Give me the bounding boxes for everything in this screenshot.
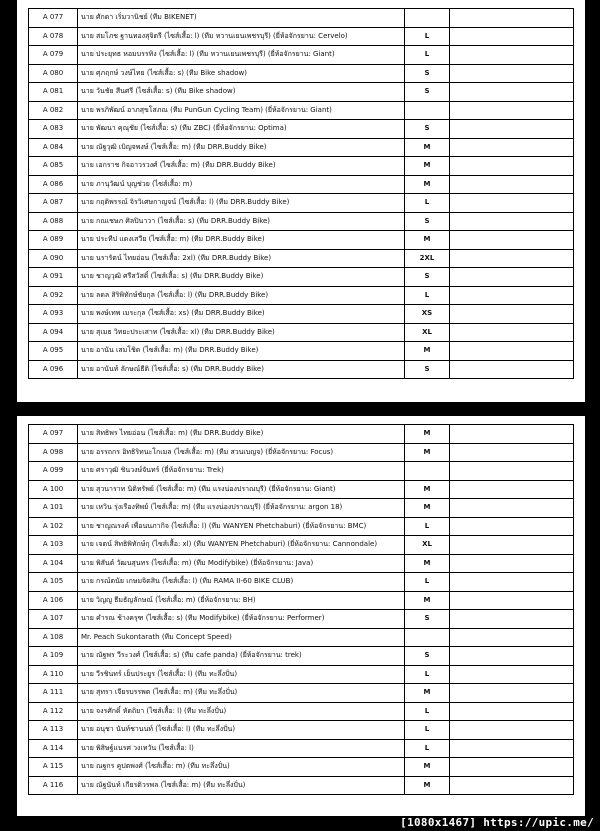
table-row: [29, 610, 574, 629]
table-row: [29, 702, 574, 721]
entry-number-cell: A 110: [29, 665, 78, 684]
entry-number-cell: A 079: [29, 46, 78, 65]
table-row: [29, 573, 574, 592]
table-row: [29, 776, 574, 795]
blank-cell: [450, 64, 574, 83]
table-row: [29, 665, 574, 684]
entry-number-cell: A 104: [29, 554, 78, 573]
shirt-size-cell: S: [405, 64, 450, 83]
table-row: [29, 499, 574, 518]
participant-name-cell: นาย กณเชษภ ศิลปินาวา (ไซส์เสื้อ: s) (ทีม DRR.Buddy Bike): [78, 212, 405, 231]
participant-name-cell: นาย พิสันต์ วัฒนสุนทร (ไซส์เสื้อ: m) (ทีม Modifybike) (ยี่ห้อจักรยาน: Java): [78, 554, 405, 573]
blank-cell: [450, 231, 574, 250]
blank-cell: [450, 46, 574, 65]
document-page-1: [17, 0, 585, 402]
entry-number-cell: A 106: [29, 591, 78, 610]
table-row: [29, 323, 574, 342]
participant-name-cell: นาย ชาญณรงค์ เพื่อนนภากิจ (ไซส์เสื้อ: l) (ทีม WANYEN Phetchaburi) (ยี่ห้อจักรยาน: BMC): [78, 517, 405, 536]
shirt-size-cell: M: [405, 425, 450, 444]
participant-name-cell: นาย ณัฐนันท์ เกียรติวรพล (ไซส์เสื้อ: m) (ทีม ทะลึ่งปั่น): [78, 776, 405, 795]
entry-number-cell: A 102: [29, 517, 78, 536]
entry-number-cell: A 108: [29, 628, 78, 647]
table-row: [29, 157, 574, 176]
shirt-size-cell: L: [405, 665, 450, 684]
participant-name-cell: นาย สมโภช ฐานทองสุจิตรี (ไซส์เสื้อ: l) (ทีม หวานเยนเพชรบุรี) (ยี่ห้อจักรยาน: Cervelo): [78, 27, 405, 46]
participant-name-cell: นาย ณฐกร คูปตพงศ์ (ไซส์เสื้อ: m) (ทีม ทะลึ่งปั่น): [78, 758, 405, 777]
participant-name-cell: นาย ศุภฤกษ์ วงษ์ไทย (ไซส์เสื้อ: s) (ทีม Bike shadow): [78, 64, 405, 83]
shirt-size-cell: M: [405, 138, 450, 157]
participant-name-cell: นาย ณัฐพร วีระวงศ์ (ไซส์เสื้อ: s) (ทีม cafe panda) (ยี่ห้อจักรยาน: trek): [78, 647, 405, 666]
blank-cell: [450, 101, 574, 120]
shirt-size-cell: M: [405, 480, 450, 499]
blank-cell: [450, 323, 574, 342]
roster-table-body: [29, 9, 574, 379]
shirt-size-cell: L: [405, 702, 450, 721]
blank-cell: [450, 175, 574, 194]
participant-name-cell: นาย ประยุทธ หอมบรรทิง (ไซส์เสื้อ: l) (ทีม หวานเยนเพชรบุรี) (ยี่ห้อจักรยาน: Giant): [78, 46, 405, 65]
shirt-size-cell: M: [405, 443, 450, 462]
table-row: [29, 739, 574, 758]
blank-cell: [450, 9, 574, 28]
blank-cell: [450, 702, 574, 721]
blank-cell: [450, 425, 574, 444]
shirt-size-cell: M: [405, 499, 450, 518]
blank-cell: [450, 360, 574, 379]
shirt-size-cell: S: [405, 120, 450, 139]
entry-number-cell: A 093: [29, 305, 78, 324]
entry-number-cell: A 112: [29, 702, 78, 721]
entry-number-cell: A 113: [29, 721, 78, 740]
entry-number-cell: A 109: [29, 647, 78, 666]
entry-number-cell: A 087: [29, 194, 78, 213]
blank-cell: [450, 480, 574, 499]
blank-cell: [450, 517, 574, 536]
participant-name-cell: นาย พรภิพัฒน์ อาภสุขโสภณ (ทีม PunGun Cycling Team) (ยี่ห้อจักรยาน: Giant): [78, 101, 405, 120]
entry-number-cell: A 091: [29, 268, 78, 287]
shirt-size-cell: S: [405, 647, 450, 666]
table-row: [29, 554, 574, 573]
table-row: [29, 194, 574, 213]
shirt-size-cell: XL: [405, 323, 450, 342]
participant-name-cell: นาย ชาญวุฒิ ศรีสวัสดิ์ (ไซส์เสื้อ: s) (ทีม DRR.Buddy Bike): [78, 268, 405, 287]
table-row: [29, 462, 574, 481]
shirt-size-cell: M: [405, 591, 450, 610]
blank-cell: [450, 499, 574, 518]
entry-number-cell: A 082: [29, 101, 78, 120]
roster-table-body: [29, 425, 574, 795]
entry-number-cell: A 094: [29, 323, 78, 342]
shirt-size-cell: S: [405, 610, 450, 629]
entry-number-cell: A 099: [29, 462, 78, 481]
table-row: [29, 721, 574, 740]
blank-cell: [450, 665, 574, 684]
entry-number-cell: A 101: [29, 499, 78, 518]
shirt-size-cell: S: [405, 268, 450, 287]
shirt-size-cell: 2XL: [405, 249, 450, 268]
table-row: [29, 628, 574, 647]
entry-number-cell: A 098: [29, 443, 78, 462]
shirt-size-cell: S: [405, 212, 450, 231]
shirt-size-cell: M: [405, 175, 450, 194]
shirt-size-cell: L: [405, 286, 450, 305]
blank-cell: [450, 120, 574, 139]
blank-cell: [450, 342, 574, 361]
entry-number-cell: A 100: [29, 480, 78, 499]
blank-cell: [450, 212, 574, 231]
shirt-size-cell: L: [405, 27, 450, 46]
participant-name-cell: นาย ลดล สิริพิทักษ์ชัยกุล (ไซส์เสื้อ: l) (ทีม DRR.Buddy Bike): [78, 286, 405, 305]
participant-name-cell: นาย สุเมธ วิทยะประเสาท (ไซส์เสื้อ: xl) (ทีม DRR.Buddy Bike): [78, 323, 405, 342]
blank-cell: [450, 27, 574, 46]
shirt-size-cell: L: [405, 573, 450, 592]
table-row: [29, 360, 574, 379]
participant-name-cell: นาย อนุชา นันท์ชานนท์ (ไซส์เสื้อ: l) (ทีม ทะลึ่งปั่น): [78, 721, 405, 740]
blank-cell: [450, 194, 574, 213]
entry-number-cell: A 086: [29, 175, 78, 194]
table-row: [29, 758, 574, 777]
blank-cell: [450, 647, 574, 666]
entry-number-cell: A 097: [29, 425, 78, 444]
entry-number-cell: A 088: [29, 212, 78, 231]
participant-name-cell: นาย วีรชินทร์ เย็นประยูร (ไซส์เสื้อ: l) (ทีม ทะลึ่งปั่น): [78, 665, 405, 684]
participant-name-cell: นาย พัฒนา คุณุชัย (ไซส์เสื้อ: s) (ทีม ZBC) (ยี่ห้อจักรยาน: Optima): [78, 120, 405, 139]
entry-number-cell: A 111: [29, 684, 78, 703]
entry-number-cell: A 092: [29, 286, 78, 305]
participant-name-cell: นาย ภานุวัฒน์ บุญช่วย (ไซส์เสื้อ: m): [78, 175, 405, 194]
table-row: [29, 249, 574, 268]
shirt-size-cell: L: [405, 739, 450, 758]
participant-name-cell: นาย วันชัย สีนศรี (ไซส์เสื้อ: s) (ทีม Bike shadow): [78, 83, 405, 102]
participant-name-cell: นาย กฤติพรรณ์ จิรวิเศษกาญจน์ (ไซส์เสื้อ: l) (ทีม DRR.Buddy Bike): [78, 194, 405, 213]
shirt-size-cell: M: [405, 554, 450, 573]
shirt-size-cell: [405, 462, 450, 481]
table-row: [29, 64, 574, 83]
blank-cell: [450, 610, 574, 629]
blank-cell: [450, 268, 574, 287]
table-row: [29, 120, 574, 139]
entry-number-cell: A 080: [29, 64, 78, 83]
table-row: [29, 480, 574, 499]
table-row: [29, 425, 574, 444]
participant-name-cell: นาย จงรศักดิ์ หัตถิยา (ไซส์เสื้อ: l) (ทีม ทะลึ่งปั่น): [78, 702, 405, 721]
blank-cell: [450, 249, 574, 268]
participant-name-cell: นาย อรรถกร อิทธิริทนะโกเมล (ไซส์เสื้อ: m) (ทีม สวนเบญจ) (ยี่ห้อจักรยาน: Focus): [78, 443, 405, 462]
blank-cell: [450, 684, 574, 703]
table-row: [29, 286, 574, 305]
shirt-size-cell: XS: [405, 305, 450, 324]
shirt-size-cell: L: [405, 517, 450, 536]
table-row: [29, 101, 574, 120]
shirt-size-cell: M: [405, 776, 450, 795]
participant-name-cell: นาย วิญญู ธีมธัญลักษณ์ (ไซส์เสื้อ: m) (ยี่ห้อจักรยาน: BH): [78, 591, 405, 610]
table-row: [29, 305, 574, 324]
entry-number-cell: A 089: [29, 231, 78, 250]
entry-number-cell: A 078: [29, 27, 78, 46]
table-row: [29, 268, 574, 287]
table-row: [29, 138, 574, 157]
entry-number-cell: A 115: [29, 758, 78, 777]
table-row: [29, 443, 574, 462]
table-row: [29, 83, 574, 102]
shirt-size-cell: [405, 9, 450, 28]
participant-name-cell: นาย พงษ์เทพ เมระกุล (ไซส์เสื้อ: xs) (ทีม DRR.Buddy Bike): [78, 305, 405, 324]
participant-name-cell: นาย เอกราช กิจอาวรวงศ์ (ไซส์เสื้อ: m) (ทีม DRR.Buddy Bike): [78, 157, 405, 176]
blank-cell: [450, 286, 574, 305]
shirt-size-cell: S: [405, 360, 450, 379]
watermark-text: [1080x1467] https://upic.me/: [400, 816, 594, 829]
entry-number-cell: A 081: [29, 83, 78, 102]
table-row: [29, 517, 574, 536]
shirt-size-cell: XL: [405, 536, 450, 555]
blank-cell: [450, 157, 574, 176]
roster-table: [28, 424, 574, 795]
participant-name-cell: นาย ศักดา เริ่มวานิชย์ (ทีม BIKENET): [78, 9, 405, 28]
entry-number-cell: A 083: [29, 120, 78, 139]
entry-number-cell: A 103: [29, 536, 78, 555]
table-row: [29, 175, 574, 194]
blank-cell: [450, 591, 574, 610]
entry-number-cell: A 077: [29, 9, 78, 28]
shirt-size-cell: [405, 101, 450, 120]
blank-cell: [450, 554, 574, 573]
entry-number-cell: A 116: [29, 776, 78, 795]
shirt-size-cell: S: [405, 83, 450, 102]
entry-number-cell: A 085: [29, 157, 78, 176]
blank-cell: [450, 305, 574, 324]
participant-name-cell: นาย อานัน เสมโชิด (ไซส์เสื้อ: m) (ทีม DRR.Buddy Bike): [78, 342, 405, 361]
participant-name-cell: นาย สิทธิพร ไทยอ่อน (ไซส์เสื้อ: m) (ทีม DRR.Buddy Bike): [78, 425, 405, 444]
blank-cell: [450, 573, 574, 592]
participant-name-cell: นาย คำรณ ช้างครุฑ (ไซส์เสื้อ: s) (ทีม Modifybike) (ยี่ห้อจักรยาน: Performer): [78, 610, 405, 629]
entry-number-cell: A 084: [29, 138, 78, 157]
participant-name-cell: นาย นรารัตน์ ไทยอ่อน (ไซส์เสื้อ: 2xl) (ทีม DRR.Buddy Bike): [78, 249, 405, 268]
roster-table: [28, 8, 574, 379]
blank-cell: [450, 776, 574, 795]
entry-number-cell: A 107: [29, 610, 78, 629]
shirt-size-cell: L: [405, 194, 450, 213]
shirt-size-cell: L: [405, 46, 450, 65]
shirt-size-cell: L: [405, 721, 450, 740]
participant-name-cell: นาย พิสิษฐ์แนรศ วงเทวัน (ไซส์เสื้อ: l): [78, 739, 405, 758]
blank-cell: [450, 628, 574, 647]
shirt-size-cell: M: [405, 684, 450, 703]
table-row: [29, 684, 574, 703]
shirt-size-cell: M: [405, 758, 450, 777]
blank-cell: [450, 536, 574, 555]
shirt-size-cell: M: [405, 231, 450, 250]
table-row: [29, 27, 574, 46]
blank-cell: [450, 138, 574, 157]
participant-name-cell: นาย ศราวุฒิ ชินวงษ์จันทร์ (ยี่ห้อจักรยาน: Trek): [78, 462, 405, 481]
table-row: [29, 212, 574, 231]
participant-name-cell: นาย ณัฐวุฒิ เบิญจพงษ์ (ไซส์เสื้อ: m) (ทีม DRR.Buddy Bike): [78, 138, 405, 157]
shirt-size-cell: [405, 628, 450, 647]
table-row: [29, 342, 574, 361]
table-row: [29, 9, 574, 28]
participant-name-cell: นาย เหวิน รุ่งเรืองทิพย์ (ไซส์เสื้อ: m) (ทีม แรงน่องปราณบุรี) (ยี่ห้อจักรยาน: argon 18): [78, 499, 405, 518]
entry-number-cell: A 105: [29, 573, 78, 592]
entry-number-cell: A 095: [29, 342, 78, 361]
blank-cell: [450, 462, 574, 481]
shirt-size-cell: M: [405, 342, 450, 361]
blank-cell: [450, 739, 574, 758]
table-row: [29, 647, 574, 666]
participant-name-cell: นาย อานันท์ ลักษณ์ธีติ (ไซส์เสื้อ: s) (ทีม DRR.Buddy Bike): [78, 360, 405, 379]
table-row: [29, 536, 574, 555]
table-row: [29, 46, 574, 65]
participant-name-cell: นาย สุทรา เจียรบรรพต (ไซส์เสื้อ: m) (ทีม ทะลึ่งปั่น): [78, 684, 405, 703]
table-row: [29, 591, 574, 610]
shirt-size-cell: M: [405, 157, 450, 176]
blank-cell: [450, 443, 574, 462]
blank-cell: [450, 721, 574, 740]
participant-name-cell: นาย กรณ์ตนัย เกษมจิตสิน (ไซส์เสื้อ: l) (ทีม RAMA II-60 BIKE CLUB): [78, 573, 405, 592]
entry-number-cell: A 114: [29, 739, 78, 758]
participant-name-cell: นาย เจตน์ สิทธิพิทักษ์กุ (ไซส์เสื้อ: xl) (ทีม WANYEN Phetchaburi) (ยี่ห้อจักรยาน: Cannondale): [78, 536, 405, 555]
blank-cell: [450, 758, 574, 777]
entry-number-cell: A 090: [29, 249, 78, 268]
document-page-2: [17, 416, 585, 816]
participant-name-cell: นาย สุวนาราท นิติทรัพย์ (ไซส์เสื้อ: m) (ทีม แรงน่องปราณบุรี) (ยี่ห้อจักรยาน: Giant): [78, 480, 405, 499]
participant-name-cell: นาย ประทีป แดงเสวีย (ไซส์เสื้อ: m) (ทีม DRR.Buddy Bike): [78, 231, 405, 250]
blank-cell: [450, 83, 574, 102]
entry-number-cell: A 096: [29, 360, 78, 379]
participant-name-cell: Mr. Peach Sukontarath (ทีม Concept Speed): [78, 628, 405, 647]
table-row: [29, 231, 574, 250]
